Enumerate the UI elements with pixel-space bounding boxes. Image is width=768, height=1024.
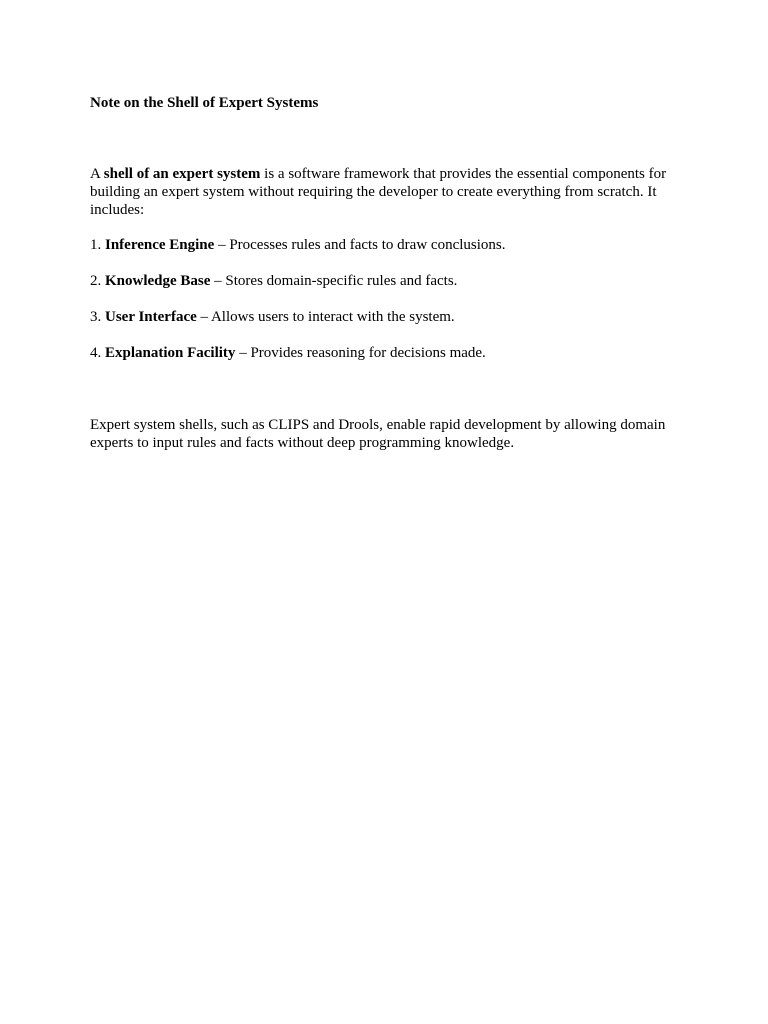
intro-paragraph (90, 165, 680, 219)
list-item-number: 3. (90, 309, 105, 325)
list-item-text: – Provides reasoning for decisions made. (235, 345, 486, 361)
list-item-text: – Stores domain-specific rules and facts. (210, 273, 458, 289)
closing-paragraph: Expert system shells, such as CLIPS and Drools, enable rapid development by allowing domain experts to input rules and facts without deep programming knowledge. (90, 417, 666, 451)
list-item-term: User Interface (105, 309, 197, 325)
list-item-user-interface (90, 308, 455, 326)
list-item-number: 4. (90, 345, 105, 361)
list-item-number: 1. (90, 237, 105, 253)
intro-text: is a software framework that provides the essential components for building an expert system without requiring the developer to create everything from scratch. It includes: (90, 166, 667, 218)
list-item-term: Inference Engine (105, 237, 215, 253)
intro-term: shell of an expert system (103, 166, 261, 182)
intro-prefix: A (90, 166, 104, 182)
document-title: Note on the Shell of Expert Systems (90, 95, 319, 111)
list-item-text: – Processes rules and facts to draw conclusions. (214, 237, 506, 253)
list-item-term: Explanation Facility (105, 345, 236, 361)
list-item-explanation-facility (90, 344, 486, 362)
list-item-term: Knowledge Base (105, 273, 211, 289)
list-item-knowledge-base (90, 272, 457, 290)
list-item-number: 2. (90, 273, 105, 289)
list-item-text: – Allows users to interact with the system. (196, 309, 455, 325)
list-item-inference-engine (90, 236, 506, 254)
